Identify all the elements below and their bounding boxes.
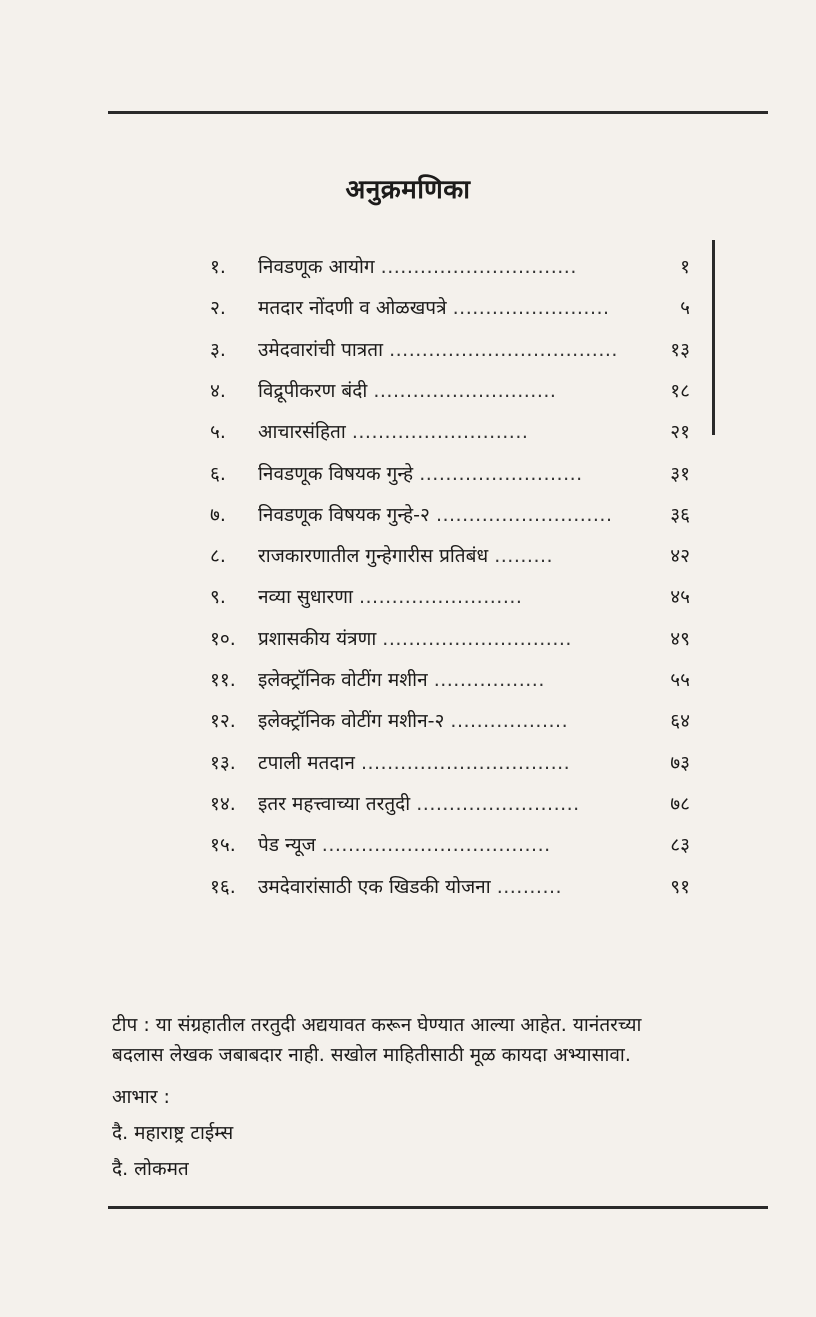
toc-title — [258, 748, 570, 778]
toc-title-text: मतदार नोंदणी व ओळखपत्रे — [258, 297, 447, 319]
note-line-2: बदलास लेखक जबाबदार नाही. सखोल माहितीसाठी मूळ कायदा अभ्यासावा. — [112, 1044, 631, 1066]
toc-entry — [210, 748, 690, 778]
toc-title-text: प्रशासकीय यंत्रणा — [258, 628, 377, 650]
toc-title — [258, 252, 577, 282]
toc-page-number: ८३ — [670, 834, 690, 856]
toc-number: २. — [210, 297, 226, 319]
toc-number: १५. — [210, 834, 236, 856]
toc-title — [258, 376, 556, 406]
toc-page-number: ७८ — [670, 793, 690, 815]
toc-page-number: ६४ — [670, 710, 690, 732]
toc-leader-dots: ......................... — [358, 586, 523, 608]
toc-entry — [210, 376, 690, 406]
toc-title — [258, 459, 583, 489]
toc-title-text: इलेक्ट्रॉनिक वोटींग मशीन-२ — [258, 710, 445, 732]
toc-number: १४. — [210, 793, 236, 815]
toc-title — [258, 541, 553, 571]
toc-entry — [210, 706, 690, 736]
toc-page-number: १ — [680, 256, 690, 278]
toc-title-text: राजकारणातील गुन्हेगारीस प्रतिबंध — [258, 545, 489, 567]
toc-title — [258, 706, 568, 736]
toc-entry — [210, 541, 690, 571]
toc-number: ३. — [210, 339, 226, 361]
toc-page-number: ४५ — [670, 586, 690, 608]
toc-title-text: निवडणूक विषयक गुन्हे-२ — [258, 504, 430, 526]
toc-entry — [210, 830, 690, 860]
toc-page-number: ५ — [680, 297, 690, 319]
toc-number: ५. — [210, 421, 226, 443]
toc-leader-dots: ................................... — [321, 834, 551, 856]
toc-title — [258, 830, 551, 860]
acknowledgement-item: दै. लोकमत — [112, 1158, 189, 1180]
toc-title-text: टपाली मतदान — [258, 752, 355, 774]
toc-title-text: इलेक्ट्रॉनिक वोटींग मशीन — [258, 669, 428, 691]
toc-page-number: ३६ — [670, 504, 690, 526]
toc-number: १६. — [210, 876, 236, 898]
toc-entry — [210, 417, 690, 447]
toc-leader-dots: ................................ — [360, 752, 571, 774]
toc-title — [258, 293, 610, 323]
toc-page-number: १८ — [670, 380, 690, 402]
toc-leader-dots: ........................... — [435, 504, 613, 526]
toc-number: १०. — [210, 628, 236, 650]
toc-number: ८. — [210, 545, 226, 567]
toc-title — [258, 624, 572, 654]
toc-leader-dots: .......... — [496, 876, 563, 898]
note-line-1: टीप : या संग्रहातील तरतुदी अद्ययावत करून घेण्यात आल्या आहेत. यानंतरच्या — [112, 1014, 642, 1036]
toc-entry — [210, 252, 690, 282]
toc-title — [258, 789, 580, 819]
toc-title-text: इतर महत्त्वाच्या तरतुदी — [258, 793, 411, 815]
top-rule — [108, 111, 768, 114]
toc-title — [258, 335, 618, 365]
toc-number: ११. — [210, 669, 236, 691]
toc-leader-dots: ............................ — [373, 380, 557, 402]
toc-title — [258, 500, 613, 530]
toc-page-number: ४२ — [670, 545, 690, 567]
toc-title-text: निवडणूक विषयक गुन्हे — [258, 463, 414, 485]
toc-title-text: उमदेवारांसाठी एक खिडकी योजना — [258, 876, 491, 898]
toc-leader-dots: ............................. — [382, 628, 572, 650]
toc-entry — [210, 789, 690, 819]
note-block — [112, 1010, 772, 1070]
toc-leader-dots: ........................ — [452, 297, 610, 319]
toc-title-text: उमेदवारांची पात्रता — [258, 339, 384, 361]
toc-entry — [210, 872, 690, 902]
toc-entry — [210, 500, 690, 530]
toc-leader-dots: ......................... — [419, 463, 583, 485]
toc-leader-dots: ........................... — [351, 421, 529, 443]
acknowledgements — [112, 1080, 233, 1188]
toc-title — [258, 872, 562, 902]
toc-title-text: विद्रूपीकरण बंदी — [258, 380, 368, 402]
toc-number: १२. — [210, 710, 236, 732]
toc-page-number: ४९ — [670, 628, 690, 650]
toc-title-text: नव्या सुधारणा — [258, 586, 353, 608]
toc-number: ४. — [210, 380, 226, 402]
toc-page-number: २१ — [670, 421, 690, 443]
toc-number: १. — [210, 256, 226, 278]
toc-leader-dots: .............................. — [380, 256, 577, 278]
toc-entry — [210, 459, 690, 489]
toc-number: ९. — [210, 586, 226, 608]
toc-page-number: ७३ — [670, 752, 690, 774]
toc-number: १३. — [210, 752, 236, 774]
bottom-rule — [108, 1206, 768, 1209]
acknowledgements-heading: आभार : — [112, 1086, 170, 1108]
toc-entry — [210, 665, 690, 695]
toc-leader-dots: .................. — [450, 710, 569, 732]
toc-title — [258, 665, 545, 695]
toc-number: ७. — [210, 504, 226, 526]
page-title: अनुक्रमणिका — [345, 175, 471, 205]
toc-leader-dots: ................. — [433, 669, 545, 691]
vertical-bracket-line — [712, 240, 715, 435]
toc-page-number: ५५ — [670, 669, 690, 691]
toc-page-number: ९१ — [670, 876, 690, 898]
toc-leader-dots: ......................... — [416, 793, 580, 815]
toc-title — [258, 417, 528, 447]
toc-page-number: १३ — [670, 339, 690, 361]
acknowledgement-item: दै. महाराष्ट्र टाईम्स — [112, 1122, 234, 1144]
toc-title-text: निवडणूक आयोग — [258, 256, 375, 278]
toc-entry — [210, 335, 690, 365]
toc-leader-dots: ................................... — [389, 339, 618, 361]
toc-title-text: पेड न्यूज — [258, 834, 316, 856]
toc-page-number: ३१ — [670, 463, 690, 485]
toc-entry — [210, 582, 690, 612]
toc-entry — [210, 293, 690, 323]
toc-title-text: आचारसंहिता — [258, 421, 346, 443]
toc-number: ६. — [210, 463, 226, 485]
toc-leader-dots: ......... — [494, 545, 554, 567]
toc-title — [258, 582, 522, 612]
toc-entry — [210, 624, 690, 654]
